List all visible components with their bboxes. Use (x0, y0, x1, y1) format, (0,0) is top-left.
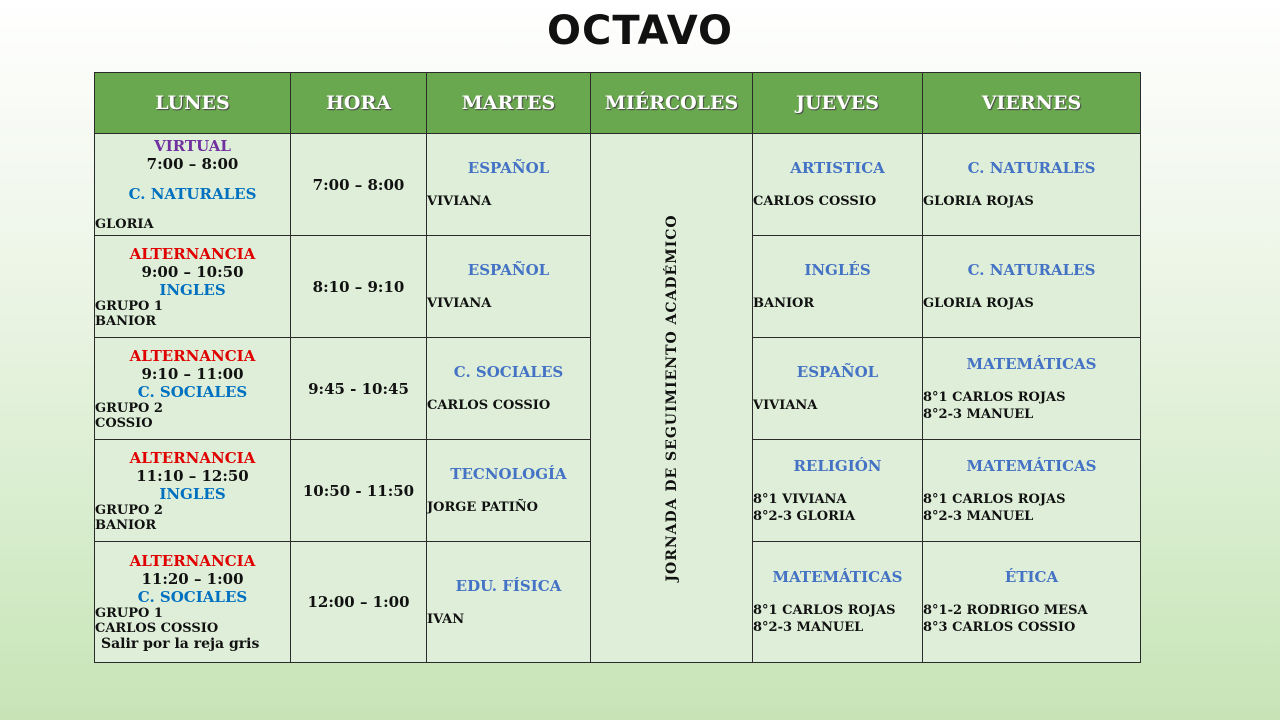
header-hora: HORA (291, 73, 427, 134)
header-jueves: JUEVES (753, 73, 923, 134)
page-title: OCTAVO (546, 8, 734, 54)
subject-name: MATEMÁTICAS (772, 568, 903, 586)
subject-name: C. NATURALES (967, 261, 1096, 279)
martes-cell (427, 440, 591, 542)
teacher-name: VIVIANA (753, 398, 818, 413)
lunes-tag: ALTERNANCIA (129, 346, 256, 365)
lunes-subject: C. SOCIALES (137, 588, 248, 606)
teacher-name: GLORIA ROJAS (923, 194, 1034, 209)
hora-cell: 12:00 – 1:00 (291, 542, 427, 663)
teacher-name: VIVIANA (427, 296, 492, 311)
header-row (95, 73, 1141, 134)
subject-name: MATEMÁTICAS (966, 354, 1097, 373)
martes-cell (427, 542, 591, 663)
lunes-teacher: GLORIA (95, 217, 154, 232)
lunes-subject: INGLES (159, 280, 226, 299)
teacher-name: CARLOS COSSIO (753, 194, 877, 209)
header-viernes: VIERNES (923, 73, 1141, 134)
lunes-tag: ALTERNANCIA (129, 244, 256, 263)
martes-cell (427, 338, 591, 440)
lunes-cell (95, 542, 291, 663)
jornada-label: JORNADA DE SEGUIMIENTO ACADÉMICO (663, 214, 680, 582)
lunes-tag: VIRTUAL (154, 137, 231, 155)
teacher-name: 8°2-3 MANUEL (923, 406, 1034, 422)
viernes-cell (923, 542, 1141, 663)
hora-cell: 7:00 – 8:00 (291, 134, 427, 236)
subject-name: ÉTICA (1004, 568, 1059, 586)
subject-name: ESPAÑOL (796, 363, 879, 381)
lunes-group: GRUPO 2 (95, 502, 163, 518)
lunes-cell (95, 134, 291, 236)
subject-name: RELIGIÓN (793, 456, 882, 475)
teacher-name: IVAN (427, 611, 465, 627)
table-row (95, 134, 1141, 236)
lunes-time: 9:10 – 11:00 (141, 364, 244, 383)
subject-name: ESPAÑOL (467, 261, 550, 279)
lunes-teacher: BANIOR (95, 313, 157, 329)
hora-cell: 8:10 – 9:10 (291, 236, 427, 338)
jueves-cell (753, 440, 923, 542)
jueves-cell (753, 236, 923, 338)
lunes-tag: ALTERNANCIA (129, 448, 256, 467)
teacher-name: VIVIANA (427, 194, 492, 209)
jueves-cell (753, 338, 923, 440)
viernes-cell (923, 440, 1141, 542)
viernes-cell (923, 236, 1141, 338)
subject-name: ESPAÑOL (467, 159, 550, 177)
lunes-time: 11:10 – 12:50 (136, 466, 249, 485)
header-martes: MARTES (427, 73, 591, 134)
teacher-name: GLORIA ROJAS (923, 296, 1034, 311)
subject-name: TECNOLOGÍA (450, 465, 567, 483)
lunes-note: Salir por la reja gris (101, 636, 260, 652)
lunes-group: GRUPO 2 (95, 400, 163, 416)
lunes-time: 7:00 – 8:00 (146, 155, 239, 173)
martes-cell (427, 236, 591, 338)
header-lunes: LUNES (95, 73, 291, 134)
teacher-name: 8°1 VIVIANA (753, 491, 847, 507)
miercoles-cell (591, 134, 753, 663)
viernes-cell (923, 338, 1141, 440)
subject-name: MATEMÁTICAS (966, 456, 1097, 475)
subject-name: INGLÉS (804, 261, 871, 279)
lunes-teacher: COSSIO (95, 415, 153, 431)
subject-name: EDU. FÍSICA (455, 576, 562, 595)
teacher-name: BANIOR (753, 296, 815, 311)
lunes-cell (95, 236, 291, 338)
subject-name: C. NATURALES (967, 159, 1096, 177)
teacher-name: 8°1-2 RODRIGO MESA (923, 603, 1088, 618)
lunes-group: GRUPO 1 (95, 298, 163, 314)
lunes-teacher: BANIOR (95, 517, 157, 533)
martes-cell (427, 134, 591, 236)
hora-cell: 10:50 - 11:50 (291, 440, 427, 542)
teacher-name: 8°3 CARLOS COSSIO (923, 620, 1076, 635)
teacher-name: JORGE PATIÑO (427, 500, 538, 515)
lunes-cell (95, 338, 291, 440)
schedule-table (94, 72, 1141, 663)
lunes-cell (95, 440, 291, 542)
teacher-name: 8°2-3 MANUEL (753, 620, 864, 635)
teacher-name: 8°1 CARLOS ROJAS (753, 603, 896, 618)
hora-cell: 9:45 - 10:45 (291, 338, 427, 440)
teacher-name: CARLOS COSSIO (427, 398, 551, 413)
lunes-time: 11:20 – 1:00 (141, 570, 244, 588)
lunes-teacher: CARLOS COSSIO (95, 621, 219, 636)
lunes-subject: INGLES (159, 484, 226, 503)
lunes-tag: ALTERNANCIA (129, 552, 256, 570)
lunes-group: GRUPO 1 (95, 606, 163, 621)
viernes-cell (923, 134, 1141, 236)
lunes-subject: C. SOCIALES (137, 382, 248, 401)
subject-name: C. SOCIALES (453, 363, 564, 381)
teacher-name: 8°1 CARLOS ROJAS (923, 491, 1066, 507)
lunes-subject: C. NATURALES (128, 185, 257, 203)
header-miercoles: MIÉRCOLES (591, 73, 753, 134)
subject-name: ARTISTICA (790, 159, 885, 177)
teacher-name: 8°2-3 GLORIA (753, 508, 856, 524)
lunes-time: 9:00 – 10:50 (141, 262, 244, 281)
jueves-cell (753, 542, 923, 663)
jueves-cell (753, 134, 923, 236)
teacher-name: 8°2-3 MANUEL (923, 508, 1034, 524)
teacher-name: 8°1 CARLOS ROJAS (923, 389, 1066, 405)
